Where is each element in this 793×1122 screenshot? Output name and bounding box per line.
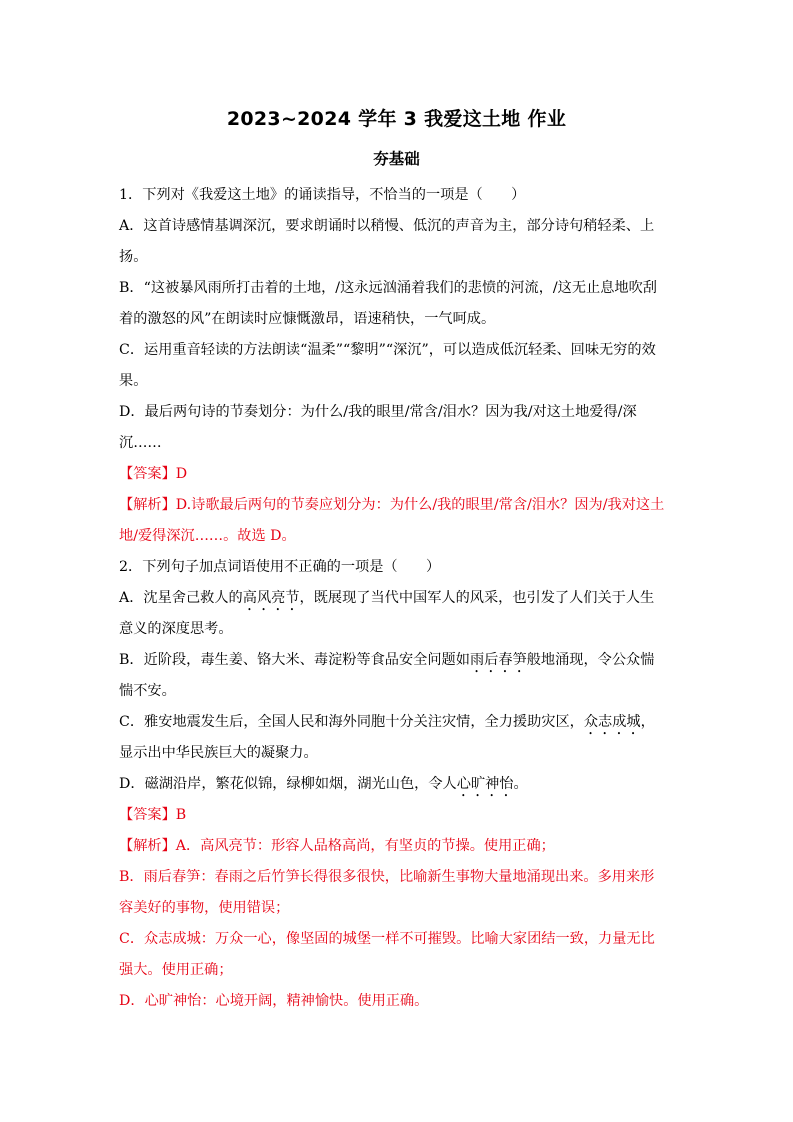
page-title: 2023~2024 学年 3 我爱这土地 作业 — [226, 108, 567, 130]
q2-option-a-text-rest: ，既展现了当代中国军人的风采，也引发了人们关于人生 — [299, 590, 655, 606]
q1-option-a-line1: A．这首诗感情基调深沉，要求朗诵时以稍慢、低沉的声音为主，部分诗句稍轻柔、上 — [119, 218, 655, 234]
q1-option-d-line2: 沉…… — [119, 435, 162, 451]
q1-analysis-line1: 【解析】D.诗歌最后两句的节奏应划分为：为什么/我的眼里/常含/泪水？因为/我对这土 — [119, 497, 665, 513]
q2-option-b-text: B．近阶段，毒生姜、铬大米、毒淀粉等食品安全问题如 — [119, 652, 470, 668]
q1-option-c-line1: C．运用重音轻读的方法朗读“温柔”“黎明”“深沉”，可以造成低沉轻柔、回味无穷的效 — [119, 342, 656, 358]
dotted-term-b: 雨后春笋 — [469, 652, 527, 668]
q2-analysis-line1: 【解析】A．高风亮节：形容人品格高尚，有坚贞的节操。使用正确； — [119, 838, 555, 854]
q2-option-c-line2: 显示出中华民族巨大的凝聚力。 — [119, 745, 318, 761]
q2-option-c-text: C．雅安地震发生后，全国人民和海外同胞十分关注灾情，全力援助灾区， — [119, 714, 584, 730]
q1-analysis-line2: 地/爱得深沉……。故选 D。 — [119, 528, 296, 544]
content-body — [119, 180, 679, 1017]
q2-analysis-line2: B．雨后春笋：春雨之后竹笋长得很多很快，比喻新生事物大量地涌现出来。多用来形 — [119, 869, 655, 885]
q2-analysis-line4: C．众志成城：万众一心，像坚固的城堡一样不可摧毁。比喻大家团结一致，力量无比 — [119, 931, 655, 947]
q2-option-c-line1 — [119, 707, 679, 738]
q2-option-b-line1 — [119, 645, 679, 676]
dotted-term-c: 众志成城 — [583, 714, 641, 730]
q2-analysis-line3: 容美好的事物，使用错误； — [119, 900, 290, 916]
q2-option-b-line2: 惴不安。 — [119, 683, 176, 699]
q2-option-b-text-rest: 般地涌现，令公众惴 — [526, 652, 655, 668]
q2-answer: 【答案】B — [119, 807, 187, 823]
dotted-term-d: 心旷神怡 — [456, 776, 514, 792]
q2-option-a-line2: 意义的深度思考。 — [119, 621, 233, 637]
q2-analysis-line6: D．心旷神怡：心境开阔，精神愉快。使用正确。 — [119, 993, 429, 1009]
q2-option-d-text-rest: 。 — [513, 776, 528, 792]
q1-option-b-line1: B．“这被暴风雨所打击着的土地，/这永远汹涌着我们的悲愤的河流，/这无止息地吹刮 — [119, 280, 657, 296]
q1-option-b-line2: 着的激怒的风”在朗读时应慷慨激昂，语速稍快，一气呵成。 — [119, 311, 496, 327]
q1-option-c-line2: 果。 — [119, 373, 148, 389]
q1-stem: 1．下列对《我爱这土地》的诵读指导，不恰当的一项是（ ） — [119, 187, 526, 203]
q1-option-a-line2: 扬。 — [119, 249, 148, 265]
q1-answer: 【答案】D — [119, 466, 188, 482]
q2-option-c-text-rest: ， — [640, 714, 655, 730]
q2-option-d-text: D．磁湖沿岸，繁花似锦，绿柳如烟，湖光山色，令人 — [119, 776, 457, 792]
q2-option-a-text: A．沈星舍己救人的 — [119, 590, 243, 606]
q1-option-d-line1: D．最后两句诗的节奏划分：为什么/我的眼里/常含/泪水？因为我/对这土地爱得/深 — [119, 404, 637, 420]
q2-analysis-line5: 强大。使用正确； — [119, 962, 233, 978]
q2-option-a-line1 — [119, 583, 679, 614]
q2-stem: 2．下列句子加点词语使用不正确的一项是（ ） — [119, 559, 441, 575]
q2-option-d-line1 — [119, 769, 679, 800]
section-heading: 夯基础 — [373, 150, 420, 168]
dotted-term-a: 高风亮节 — [242, 590, 300, 606]
